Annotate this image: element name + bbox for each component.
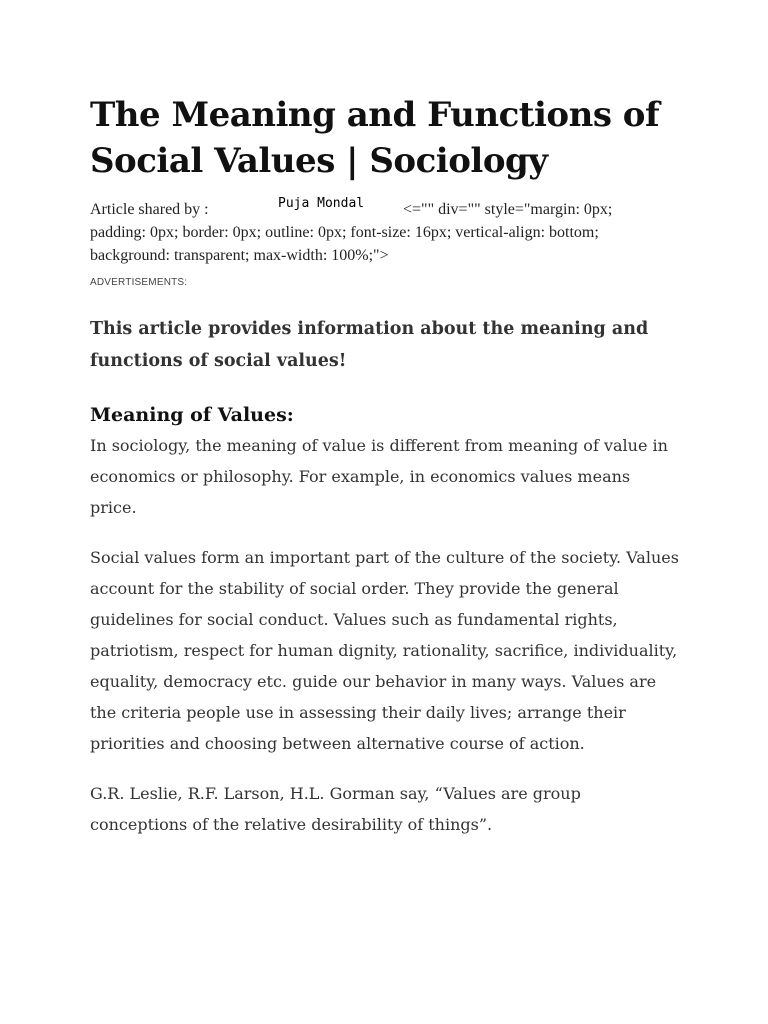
byline-label: Article shared by :	[90, 201, 209, 218]
article-title: The Meaning and Functions of Social Values | Sociology	[90, 95, 660, 181]
advertisements-label: ADVERTISEMENTS:	[90, 277, 188, 288]
paragraph: Social values form an important part of the culture of the society. Values account for the stability of social order. They provide the general guidelines for social conduct. Values such as fundamental rights, patriotism, respect for human dignity, rationality, sacrifice, individuality, equality, democracy etc. guide our behavior in many ways. Values are the criteria people use in assessing their daily lives; arrange their priorities and choosing between alternative course of action.	[90, 548, 679, 753]
paragraph: G.R. Leslie, R.F. Larson, H.L. Gorman say, “Values are group conceptions of the relative desirability of things”.	[90, 784, 581, 834]
stray-markup-text: padding: 0px; border: 0px; outline: 0px; font-size: 16px; vertical-align: bottom;	[90, 224, 599, 241]
stray-markup-text: background: transparent; max-width: 100%;">	[90, 247, 389, 264]
article	[90, 92, 680, 840]
byline	[90, 198, 680, 267]
section-heading: Meaning of Values:	[90, 404, 294, 426]
author-name[interactable]: Puja Mondal	[278, 196, 365, 211]
stray-markup-text: <="" div="" style="margin: 0px;	[403, 201, 613, 218]
article-intro: This article provides information about the meaning and functions of social values!	[90, 319, 649, 371]
paragraph: In sociology, the meaning of value is different from meaning of value in economics or philosophy. For example, in economics values means price.	[90, 436, 668, 517]
